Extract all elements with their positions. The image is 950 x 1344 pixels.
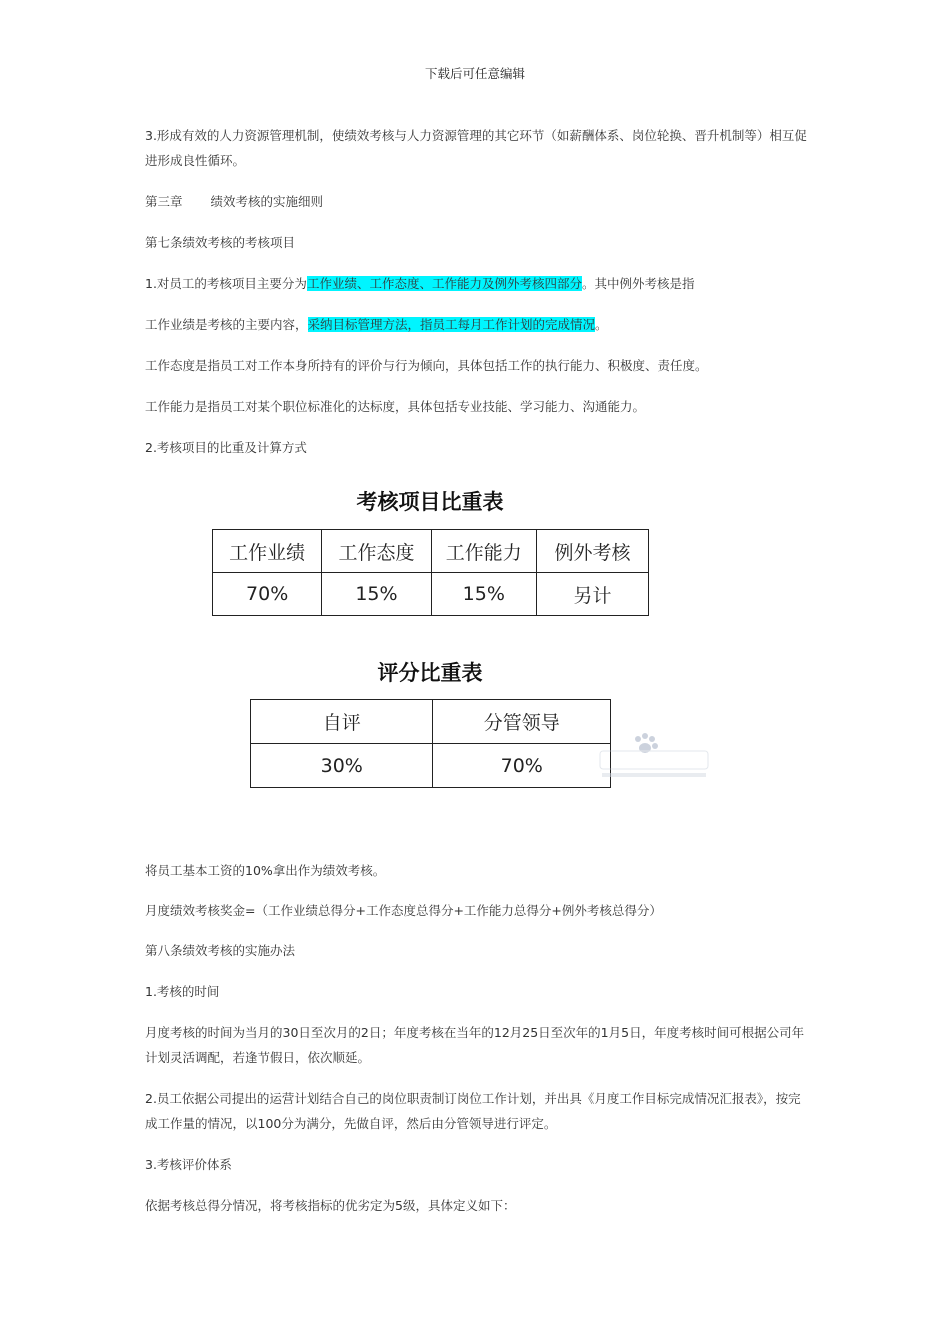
table1-value-cell: 70% (213, 573, 322, 616)
table1-value-cell: 15% (322, 573, 431, 616)
paragraph-attitude: 工作态度是指员工对工作本身所持有的评价与行为倾向，具体包括工作的执行能力、积极度、责任度。 (145, 358, 708, 373)
table2-header-cell: 自评 (251, 700, 433, 744)
paragraph-salary: 将员工基本工资的10%拿出作为绩效考核。 (145, 863, 386, 878)
table1-header-cell: 工作态度 (322, 530, 431, 573)
page-header: 下载后可任意编辑 (424, 66, 525, 81)
assessment-items-text-a: 1.对员工的考核项目主要分为 (145, 276, 307, 291)
paragraph-bonus-formula: 月度绩效考核奖金=（工作业绩总得分+工作态度总得分+工作能力总得分+例外考核总得分） (145, 903, 662, 918)
baidu-watermark-logo (598, 733, 710, 781)
table2-value-cell: 30% (251, 744, 433, 788)
paragraph-mechanism: 3.形成有效的人力资源管理机制，使绩效考核与人力资源管理的其它环节（如薪酬体系、岗位轮换、晋升机制等）相互促进形成良性循环。 (145, 128, 807, 168)
chapter-number: 第三章 (145, 194, 183, 209)
chapter-heading (145, 189, 810, 214)
paragraph-assessment-items (145, 271, 810, 296)
paragraph-assessment-time: 月度考核的时间为当月的30日至次月的2日；年度考核在当年的12月25日至次年的1月5日，年度考核时间可根据公司年计划灵活调配，若逢节假日，依次顺延。 (145, 1025, 805, 1065)
score-weight-table (250, 699, 611, 788)
table2-header-cell: 分管领导 (433, 700, 611, 744)
chapter-title: 绩效考核的实施细则 (210, 194, 324, 209)
assessment-weight-table (212, 529, 649, 616)
evaluation-system-heading: 3.考核评价体系 (145, 1157, 232, 1172)
table1-title: 考核项目比重表 (356, 489, 504, 514)
assessment-time-heading: 1.考核的时间 (145, 984, 220, 999)
assessment-items-highlight: 工作业绩、工作态度、工作能力及例外考核四部分 (306, 276, 582, 291)
table1-header-cell: 例外考核 (536, 530, 648, 573)
paragraph-evaluation-system: 依据考核总得分情况，将考核指标的优劣定为5级，具体定义如下： (145, 1198, 516, 1213)
paragraph-ability: 工作能力是指员工对某个职位标准化的达标度，具体包括专业技能、学习能力、沟通能力。 (145, 399, 646, 414)
performance-highlight: 采纳目标管理方法，指员工每月工作计划的完成情况 (307, 317, 596, 332)
assessment-items-text-b: 。其中例外考核是指 (581, 276, 695, 291)
table1-value-cell: 15% (431, 573, 536, 616)
paragraph-performance (145, 312, 810, 337)
performance-text-a: 工作业绩是考核的主要内容， (145, 317, 308, 332)
table2-value-cell: 70% (433, 744, 611, 788)
article-8-heading: 第八条绩效考核的实施办法 (145, 943, 296, 958)
performance-text-b: 。 (595, 317, 608, 332)
paragraph-weights: 2.考核项目的比重及计算方式 (145, 440, 307, 455)
article-7-heading: 第七条绩效考核的考核项目 (145, 235, 296, 250)
paragraph-work-plan: 2.员工依据公司提出的运营计划结合自己的岗位职责制订岗位工作计划，并出具《月度工作目标完成情况汇报表》，按完成工作量的情况，以100分为满分，先做自评，然后由分管领导进行评定。 (145, 1091, 801, 1131)
table2-title: 评分比重表 (377, 660, 483, 685)
table1-header-cell: 工作能力 (431, 530, 536, 573)
table1-header-cell: 工作业绩 (213, 530, 322, 573)
table1-value-cell: 另计 (536, 573, 648, 616)
